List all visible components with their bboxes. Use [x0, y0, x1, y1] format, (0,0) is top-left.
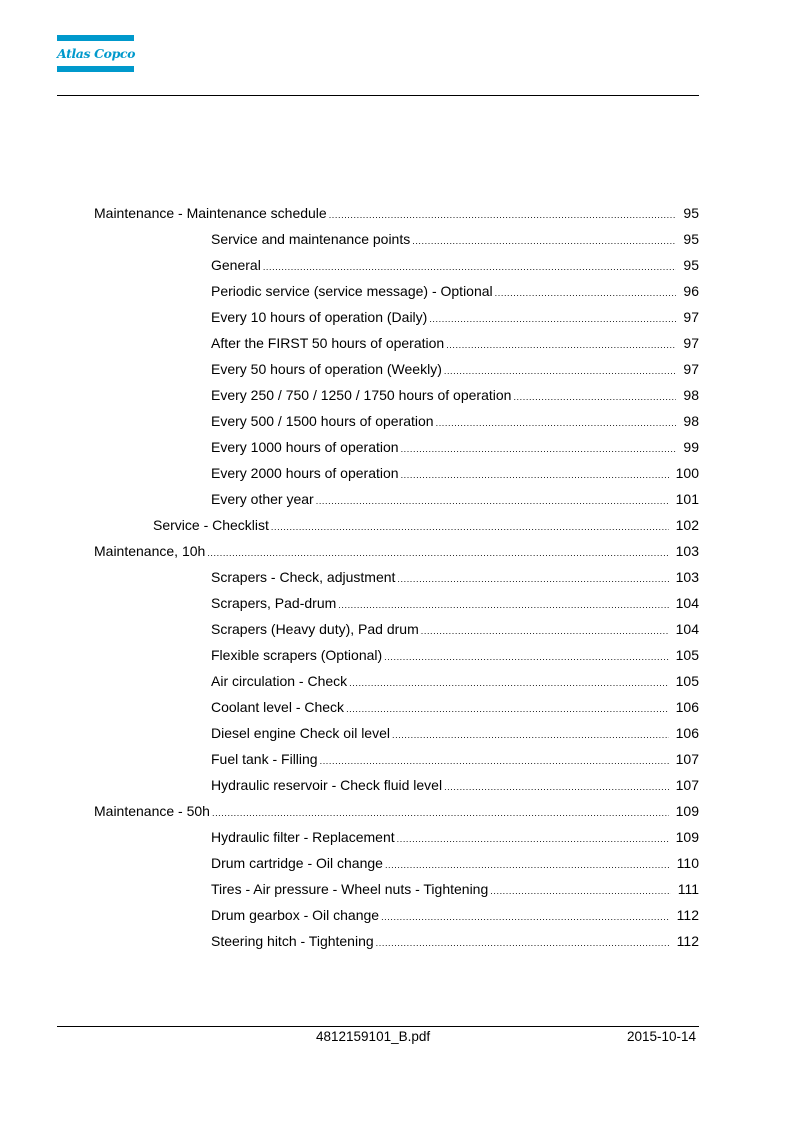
toc-entry-title: Service and maintenance points [211, 231, 411, 247]
toc-entry[interactable] [211, 385, 699, 405]
toc-entry[interactable] [211, 411, 699, 431]
toc-entry-page: 106 [675, 699, 699, 715]
toc-entry-title: Every 50 hours of operation (Weekly) [211, 361, 442, 377]
toc-entry[interactable] [94, 203, 699, 223]
toc-entry-page: 105 [675, 673, 699, 689]
toc-dot-leader [385, 855, 670, 875]
toc-entry-title: Drum gearbox - Oil change [211, 907, 380, 923]
toc-entry-page: 98 [683, 413, 699, 429]
toc-dot-leader [401, 439, 677, 459]
toc-entry[interactable] [153, 515, 699, 535]
toc-entry-page: 95 [683, 257, 699, 273]
toc-dot-leader [381, 907, 670, 927]
toc-entry-page: 106 [675, 725, 699, 741]
toc-dot-leader [397, 569, 668, 589]
toc-entry-title: Air circulation - Check [211, 673, 348, 689]
toc-entry[interactable] [211, 463, 699, 483]
toc-entry[interactable] [211, 905, 699, 925]
toc-entry[interactable] [94, 541, 699, 561]
toc-entry-title: Maintenance, 10h [94, 543, 206, 559]
toc-entry-title: Service - Checklist [153, 517, 269, 533]
toc-entry-title: Drum cartridge - Oil change [211, 855, 383, 871]
toc-entry[interactable] [211, 619, 699, 639]
toc-entry[interactable] [211, 333, 699, 353]
toc-entry-title: Tires - Air pressure - Wheel nuts - Tightening [211, 881, 489, 897]
toc-dot-leader [429, 309, 676, 329]
toc-entry-title: Coolant level - Check [211, 699, 345, 715]
toc-entry[interactable] [211, 307, 699, 327]
toc-entry-title: Every other year [211, 491, 314, 507]
toc-entry-page: 98 [683, 387, 699, 403]
toc-dot-leader [320, 751, 669, 771]
footer-date: 2015-10-14 [626, 1029, 696, 1044]
toc-entry-page: 99 [683, 439, 699, 455]
toc-entry-title: Every 250 / 750 / 1250 / 1750 hours of operation [211, 387, 512, 403]
toc-entry-title: Scrapers, Pad-drum [211, 595, 337, 611]
toc-entry[interactable] [94, 801, 699, 821]
toc-entry[interactable] [211, 671, 699, 691]
toc-entry[interactable] [211, 697, 699, 717]
toc-dot-leader [346, 699, 669, 719]
toc-entry[interactable] [211, 775, 699, 795]
toc-entry-title: Diesel engine Check oil level [211, 725, 390, 741]
toc-dot-leader [436, 413, 677, 433]
toc-dot-leader [421, 621, 669, 641]
toc-entry-page: 107 [675, 751, 699, 767]
toc-dot-leader [384, 647, 668, 667]
toc-entry[interactable] [211, 281, 699, 301]
toc-entry-page: 103 [675, 569, 699, 585]
toc-dot-leader [446, 335, 676, 355]
toc-entry-page: 105 [675, 647, 699, 663]
toc-entry[interactable] [211, 567, 699, 587]
toc-entry-title: Scrapers - Check, adjustment [211, 569, 396, 585]
toc-entry-page: 104 [675, 621, 699, 637]
toc-dot-leader [412, 231, 676, 251]
toc-entry[interactable] [211, 645, 699, 665]
toc-dot-leader [338, 595, 668, 615]
toc-entry-page: 107 [675, 777, 699, 793]
atlas-copco-logo [57, 35, 134, 73]
toc-entry-title: Every 2000 hours of operation [211, 465, 399, 481]
toc-entry[interactable] [211, 749, 699, 769]
toc-entry-page: 97 [683, 335, 699, 351]
header-divider [57, 95, 699, 96]
toc-entry[interactable] [211, 489, 699, 509]
toc-dot-leader [212, 803, 669, 823]
toc-dot-leader [329, 205, 677, 225]
toc-entry[interactable] [211, 437, 699, 457]
toc-dot-leader [349, 673, 668, 693]
toc-entry-page: 102 [675, 517, 699, 533]
logo-wordmark: Atlas Copco [57, 46, 136, 61]
footer-filename: 4812159101_B.pdf [316, 1029, 431, 1044]
logo-band-bottom [57, 66, 134, 72]
toc-dot-leader [316, 491, 669, 511]
footer-divider [57, 1026, 699, 1027]
toc-dot-leader [490, 881, 670, 901]
toc-entry[interactable] [211, 853, 699, 873]
toc-entry-page: 95 [683, 231, 699, 247]
toc-entry-title: Maintenance - 50h [94, 803, 210, 819]
toc-entry-title: After the FIRST 50 hours of operation [211, 335, 445, 351]
toc-dot-leader [392, 725, 669, 745]
toc-entry-title: Hydraulic filter - Replacement [211, 829, 395, 845]
toc-entry-page: 95 [683, 205, 699, 221]
toc-entry-title: Every 10 hours of operation (Daily) [211, 309, 428, 325]
toc-dot-leader [444, 777, 669, 797]
toc-entry-title: Scrapers (Heavy duty), Pad drum [211, 621, 419, 637]
toc-dot-leader [444, 361, 677, 381]
toc-entry-title: Fuel tank - Filling [211, 751, 318, 767]
toc-entry[interactable] [211, 255, 699, 275]
toc-entry-page: 103 [675, 543, 699, 559]
toc-dot-leader [401, 465, 669, 485]
toc-entry-page: 111 [677, 881, 699, 897]
toc-entry-page: 97 [683, 309, 699, 325]
toc-entry[interactable] [211, 931, 699, 951]
toc-entry-title: Every 1000 hours of operation [211, 439, 399, 455]
toc-entry[interactable] [211, 229, 699, 249]
toc-entry[interactable] [211, 879, 699, 899]
toc-entry-page: 100 [675, 465, 699, 481]
toc-entry-page: 101 [675, 491, 699, 507]
toc-entry[interactable] [211, 593, 699, 613]
toc-entry[interactable] [211, 723, 699, 743]
toc-entry[interactable] [211, 827, 699, 847]
toc-entry[interactable] [211, 359, 699, 379]
toc-entry-page: 112 [676, 933, 699, 949]
toc-dot-leader [397, 829, 669, 849]
toc-dot-leader [513, 387, 676, 407]
toc-entry-page: 110 [676, 855, 699, 871]
toc-dot-leader [263, 257, 677, 277]
toc-entry-title: Steering hitch - Tightening [211, 933, 374, 949]
toc-entry-page: 109 [675, 829, 699, 845]
toc-entry-title: Periodic service (service message) - Optional [211, 283, 493, 299]
toc-entry-title: Every 500 / 1500 hours of operation [211, 413, 434, 429]
toc-entry-title: Hydraulic reservoir - Check fluid level [211, 777, 443, 793]
toc-dot-leader [207, 543, 668, 563]
toc-entry-page: 104 [675, 595, 699, 611]
toc-dot-leader [495, 283, 677, 303]
toc-entry-page: 97 [683, 361, 699, 377]
toc-entry-page: 109 [675, 803, 699, 819]
toc-entry-page: 96 [683, 283, 699, 299]
toc-entry-title: Maintenance - Maintenance schedule [94, 205, 327, 221]
toc-entry-page: 112 [676, 907, 699, 923]
toc-dot-leader [376, 933, 670, 953]
toc-entry-title: Flexible scrapers (Optional) [211, 647, 383, 663]
toc-dot-leader [271, 517, 669, 537]
toc-entry-title: General [211, 257, 261, 273]
